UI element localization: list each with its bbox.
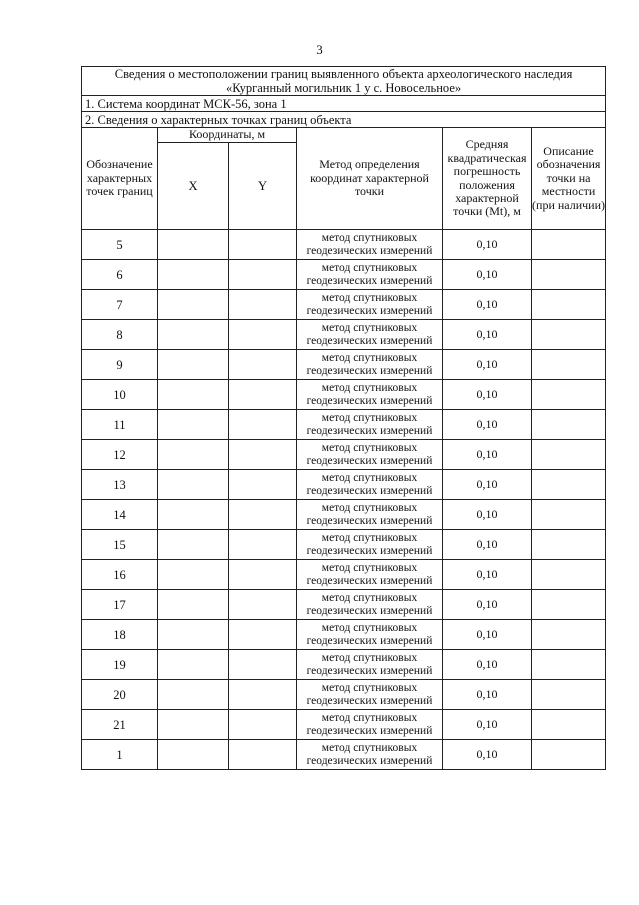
coordinate-x [158,710,229,740]
coordinate-y [229,260,297,290]
header-error: Средняя квадратическая погрешность положения характерной точки (Mt), м [443,128,532,230]
coordinate-x [158,290,229,320]
coordinate-x [158,500,229,530]
error-value: 0,10 [443,650,532,680]
point-description [532,230,606,260]
error-value: 0,10 [443,740,532,770]
point-description [532,530,606,560]
coordinate-x [158,440,229,470]
point-description [532,350,606,380]
coordinates-table [81,66,606,770]
point-description [532,650,606,680]
point-description [532,410,606,440]
coordinate-y [229,710,297,740]
point-number: 19 [82,650,158,680]
coordinate-y [229,350,297,380]
coordinate-x [158,320,229,350]
table-row [82,740,606,770]
coordinate-x [158,230,229,260]
table-row [82,710,606,740]
coordinate-x [158,620,229,650]
table-row [82,590,606,620]
coordinate-y [229,440,297,470]
point-number: 13 [82,470,158,500]
coordinate-y [229,650,297,680]
point-number: 10 [82,380,158,410]
table-row [82,680,606,710]
table-row [82,350,606,380]
point-description [532,680,606,710]
point-number: 21 [82,710,158,740]
table-row [82,530,606,560]
coordinate-y [229,620,297,650]
coordinate-y [229,740,297,770]
table-row [82,410,606,440]
point-description [532,260,606,290]
point-number: 8 [82,320,158,350]
method: метод спутниковых геодезических измерений [297,470,443,500]
method: метод спутниковых геодезических измерений [297,680,443,710]
coordinate-x [158,680,229,710]
method: метод спутниковых геодезических измерений [297,320,443,350]
method: метод спутниковых геодезических измерений [297,230,443,260]
header-designation: Обозначение характерных точек границ [82,128,158,230]
document-title: Сведения о местоположении границ выявленного объекта археологического наследия «Курганный могильник 1 у с. Новосельное» [82,67,606,96]
coordinate-x [158,590,229,620]
coordinate-y [229,380,297,410]
method: метод спутниковых геодезических измерений [297,590,443,620]
point-number: 20 [82,680,158,710]
point-description [532,470,606,500]
table-row [82,560,606,590]
header-y: Y [229,143,297,230]
point-number: 11 [82,410,158,440]
method: метод спутниковых геодезических измерений [297,350,443,380]
header-method: Метод определения координат характерной точки [297,128,443,230]
point-number: 1 [82,740,158,770]
method: метод спутниковых геодезических измерений [297,740,443,770]
method: метод спутниковых геодезических измерений [297,440,443,470]
error-value: 0,10 [443,320,532,350]
point-description [532,320,606,350]
point-number: 15 [82,530,158,560]
table-row [82,290,606,320]
header-x: X [158,143,229,230]
method: метод спутниковых геодезических измерений [297,710,443,740]
coordinate-x [158,380,229,410]
point-number: 16 [82,560,158,590]
error-value: 0,10 [443,380,532,410]
point-number: 6 [82,260,158,290]
coordinate-x [158,260,229,290]
method: метод спутниковых геодезических измерений [297,380,443,410]
point-number: 18 [82,620,158,650]
table-row [82,230,606,260]
coordinate-x [158,530,229,560]
table-row [82,470,606,500]
coordinate-y [229,320,297,350]
error-value: 0,10 [443,470,532,500]
method: метод спутниковых геодезических измерений [297,530,443,560]
point-description [532,560,606,590]
point-description [532,500,606,530]
table-row [82,440,606,470]
coordinate-y [229,470,297,500]
error-value: 0,10 [443,680,532,710]
error-value: 0,10 [443,620,532,650]
coordinate-y [229,590,297,620]
point-description [532,740,606,770]
point-number: 12 [82,440,158,470]
method: метод спутниковых геодезических измерений [297,290,443,320]
point-description [532,620,606,650]
error-value: 0,10 [443,560,532,590]
coordinate-x [158,410,229,440]
point-description [532,290,606,320]
method: метод спутниковых геодезических измерений [297,620,443,650]
point-number: 7 [82,290,158,320]
section-heading: 2. Сведения о характерных точках границ объекта [82,112,606,128]
error-value: 0,10 [443,260,532,290]
method: метод спутниковых геодезических измерений [297,650,443,680]
coordinate-y [229,680,297,710]
error-value: 0,10 [443,440,532,470]
error-value: 0,10 [443,710,532,740]
error-value: 0,10 [443,500,532,530]
point-description [532,590,606,620]
table-row [82,260,606,290]
page-number: 3 [316,42,323,57]
table-row [82,620,606,650]
method: метод спутниковых геодезических измерений [297,410,443,440]
coordinate-x [158,560,229,590]
coordinate-x [158,350,229,380]
method: метод спутниковых геодезических измерений [297,500,443,530]
coordinate-x [158,650,229,680]
error-value: 0,10 [443,410,532,440]
table-row [82,320,606,350]
error-value: 0,10 [443,230,532,260]
point-description [532,440,606,470]
point-number: 17 [82,590,158,620]
point-description [532,710,606,740]
point-number: 9 [82,350,158,380]
method: метод спутниковых геодезических измерений [297,260,443,290]
coordinate-system: 1. Система координат МСК-56, зона 1 [82,96,606,112]
point-number: 5 [82,230,158,260]
coordinate-y [229,500,297,530]
coordinate-y [229,230,297,260]
error-value: 0,10 [443,350,532,380]
header-description: Описание обозначения точки на местности (при наличии) [532,128,606,230]
error-value: 0,10 [443,530,532,560]
coordinate-y [229,530,297,560]
point-number: 14 [82,500,158,530]
coordinate-x [158,740,229,770]
coordinate-x [158,470,229,500]
point-description [532,380,606,410]
method: метод спутниковых геодезических измерений [297,560,443,590]
table-row [82,500,606,530]
header-coordinates: Координаты, м [158,128,297,143]
error-value: 0,10 [443,290,532,320]
table-row [82,380,606,410]
table-row [82,650,606,680]
coordinate-y [229,290,297,320]
coordinate-y [229,560,297,590]
coordinate-y [229,410,297,440]
error-value: 0,10 [443,590,532,620]
